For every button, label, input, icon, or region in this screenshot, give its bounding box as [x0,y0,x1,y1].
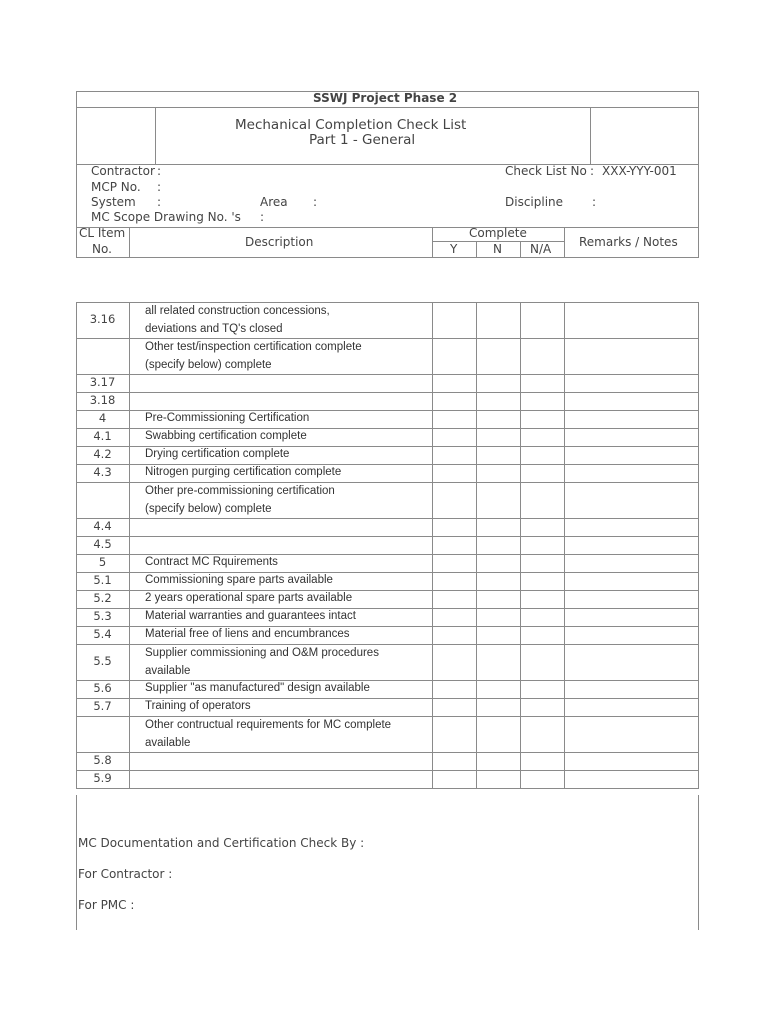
item-description: all related construction concessions, [145,305,330,317]
item-description: (specify below) complete [145,503,272,515]
checklist-no-colon: : [590,164,595,178]
area-label: Area [260,195,288,209]
for-pmc-label: For PMC : [78,898,135,912]
item-number: 5.1 [93,573,112,587]
check-by-label: MC Documentation and Certification Check By : [78,836,365,850]
item-number: 5.7 [93,699,112,713]
checklist-subtitle: Part 1 - General [309,132,416,148]
item-description: deviations and TQ's closed [145,323,283,335]
item-description: Material warranties and guarantees intact [145,610,356,622]
col-y-label: Y [450,242,458,256]
col-item-label-2: No. [92,242,112,256]
item-number: 4.1 [93,429,112,443]
item-number: 4.4 [93,519,112,533]
checklist-title: Mechanical Completion Check List [235,117,467,133]
drawing-label: MC Scope Drawing No. 's [91,210,241,224]
item-number: 4.5 [93,537,112,551]
item-number: 5.8 [93,753,112,767]
item-number: 3.16 [89,312,116,326]
mcp-colon: : [157,180,162,194]
item-description: Drying certification complete [145,448,290,460]
discipline-label: Discipline [505,195,564,209]
mcp-label: MCP No. [91,180,141,194]
contractor-colon: : [157,164,162,178]
item-description: Contract MC Rquirements [145,556,278,568]
item-description: available [145,737,191,749]
item-number: 5.4 [93,627,112,641]
item-description: Training of operators [145,700,251,712]
item-number: 5 [98,555,107,569]
for-contractor-label: For Contractor : [78,867,173,881]
item-description: Swabbing certification complete [145,430,307,442]
discipline-colon: : [592,195,597,209]
col-complete-label: Complete [469,226,527,240]
item-description: Material free of liens and encumbrances [145,628,350,640]
col-remarks-label: Remarks / Notes [579,235,678,249]
item-number: 3.18 [89,393,116,407]
item-description: Other test/inspection certification complete [145,341,362,353]
item-number: 4 [98,411,107,425]
item-description: Commissioning spare parts available [145,574,333,586]
col-item-label: CL Item [79,226,126,240]
item-number: 4.3 [93,465,112,479]
project-title: SSWJ Project Phase 2 [313,91,458,105]
item-number: 5.5 [93,654,112,668]
col-description-label: Description [245,235,314,249]
item-number: 5.3 [93,609,112,623]
item-description: Supplier commissioning and O&M procedures [145,647,379,659]
item-description: Pre-Commissioning Certification [145,412,310,424]
item-description: Supplier "as manufactured" design available [145,682,370,694]
col-na-label: N/A [530,242,552,256]
item-description: available [145,665,191,677]
item-number: 5.9 [93,771,112,785]
item-description: Nitrogen purging certification complete [145,466,342,478]
system-colon: : [157,195,162,209]
item-description: Other contructual requirements for MC complete [145,719,392,731]
item-number: 3.17 [89,375,116,389]
item-description: 2 years operational spare parts available [145,592,353,604]
item-number: 4.2 [93,447,112,461]
item-number: 5.2 [93,591,112,605]
checklist-no-value: XXX-YYY-001 [602,164,677,178]
item-description: Other pre-commissioning certification [145,485,335,497]
item-description: (specify below) complete [145,359,272,371]
item-number: 5.6 [93,681,112,695]
contractor-label: Contractor [91,164,155,178]
checklist-no-label: Check List No [505,164,587,178]
system-label: System [91,195,136,209]
area-colon: : [313,195,318,209]
col-n-label: N [493,242,502,256]
drawing-colon: : [260,210,265,224]
